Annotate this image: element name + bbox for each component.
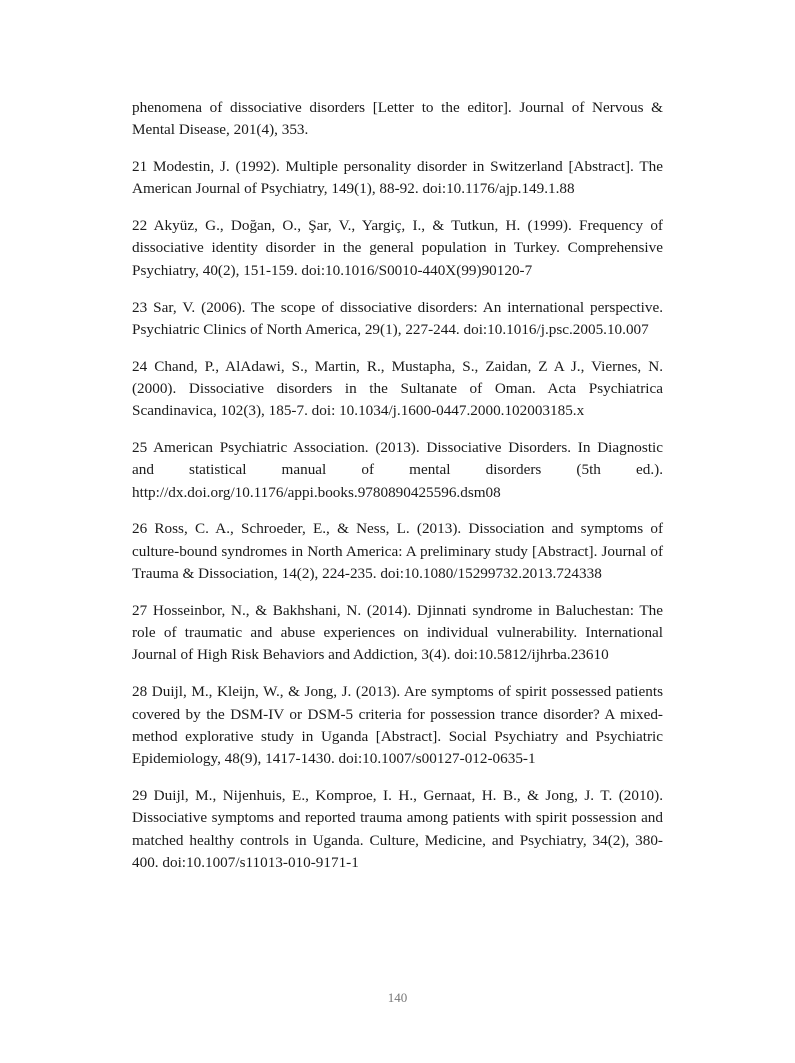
page-number: 140 (387, 990, 408, 1005)
reference-25: 25 American Psychiatric Association. (2013). Dissociative Disorders. In Diagnostic and statistical manual of mental disorders (5th ed.). http://dx.doi.org/10.1176/appi.books.9780890425596.dsm08 (132, 439, 663, 501)
reference-list (132, 97, 663, 889)
reference-24: 24 Chand, P., AlAdawi, S., Martin, R., Mustapha, S., Zaidan, Z A J., Viernes, N. (2000). Dissociative disorders in the Sultanate of Oman. Acta Psychiatrica Scandinavica, 102(3), 185-7. doi: 10.1034/j.1600-0447.2000.102003185.x (132, 357, 663, 420)
reference-26: 26 Ross, C. A., Schroeder, E., & Ness, L. (2013). Dissociation and symptoms of culture-bound syndromes in North America: A preliminary study [Abstract]. Journal of Trauma & Dissociation, 14(2), 224-235. doi:10.1080/15299732.2013.724338 (132, 520, 663, 583)
reference-21: 21 Modestin, J. (1992). Multiple personality disorder in Switzerland [Abstract]. The American Journal of Psychiatry, 149(1), 88-92. doi:10.1176/ajp.149.1.88 (132, 158, 663, 198)
reference-23: 23 Sar, V. (2006). The scope of dissociative disorders: An international perspective. Psychiatric Clinics of North America, 29(1), 227-244. doi:10.1016/j.psc.2005.10.007 (132, 298, 663, 338)
reference-27: 27 Hosseinbor, N., & Bakhshani, N. (2014). Djinnati syndrome in Baluchestan: The role of traumatic and abuse experiences on individual vulnerability. International Journal of High Risk Behaviors and Addiction, 3(4). doi:10.5812/ijhrba.23610 (132, 601, 663, 664)
reference-29: 29 Duijl, M., Nijenhuis, E., Komproe, I. H., Gernaat, H. B., & Jong, J. T. (2010). Dissociative symptoms and reported trauma among patients with spirit possession and matched healthy controls in Uganda. Culture, Medicine, and Psychiatry, 34(2), 380-400. doi:10.1007/s11013-010-9171-1 (132, 786, 663, 871)
reference-continued: phenomena of dissociative disorders [Letter to the editor]. Journal of Nervous & Mental Disease, 201(4), 353. (132, 99, 663, 139)
reference-28: 28 Duijl, M., Kleijn, W., & Jong, J. (2013). Are symptoms of spirit possessed patients covered by the DSM-IV or DSM-5 criteria for possession trance disorder? A mixed-method explorative study in Uganda [Abstract]. Social Psychiatry and Psychiatric Epidemiology, 48(9), 1417-1430. doi:10.1007/s00127-012-0635-1 (132, 683, 663, 768)
reference-22: 22 Akyüz, G., Doğan, O., Şar, V., Yargiç, I., & Tutkun, H. (1999). Frequency of dissociative identity disorder in the general population in Turkey. Comprehensive Psychiatry, 40(2), 151-159. doi:10.1016/S0010-440X(99)90120-7 (132, 217, 663, 279)
